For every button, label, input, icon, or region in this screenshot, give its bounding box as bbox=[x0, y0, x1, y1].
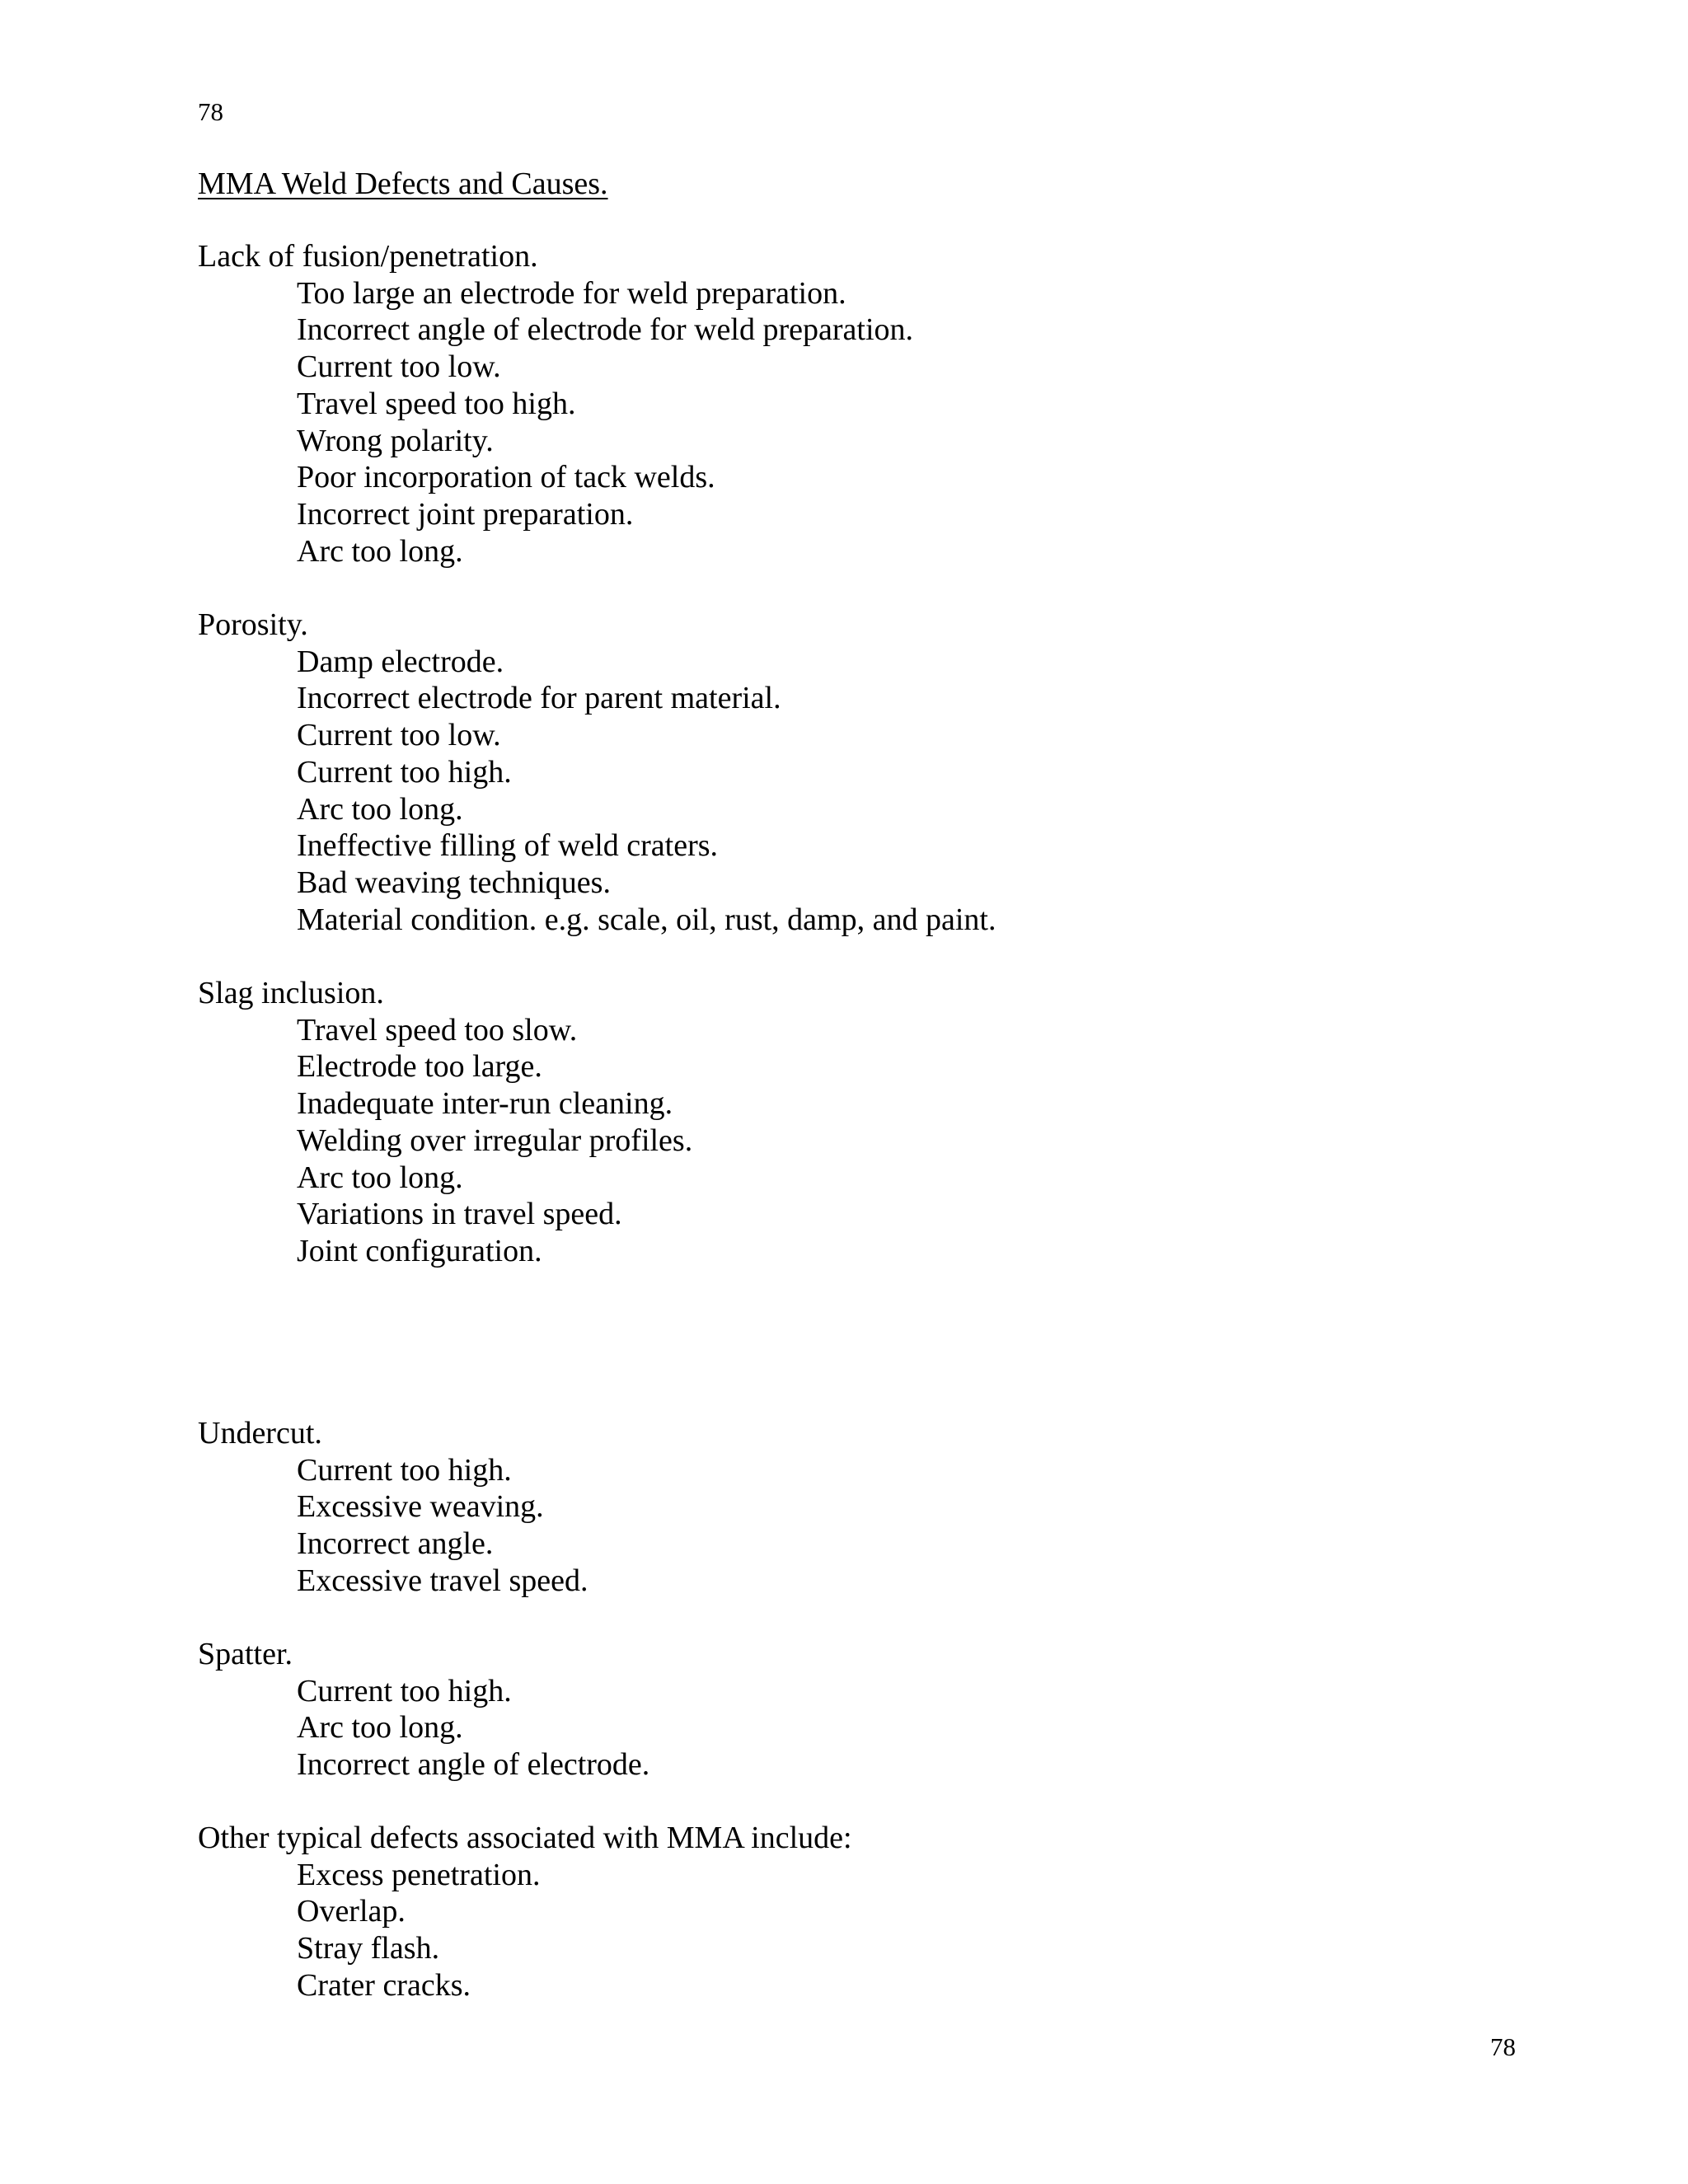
section-porosity bbox=[198, 607, 1599, 938]
list-item: Welding over irregular profiles. bbox=[297, 1122, 693, 1158]
page-number-top: 78 bbox=[198, 97, 223, 126]
list-item: Inadequate inter-run cleaning. bbox=[297, 1086, 673, 1122]
list-item: Current too low. bbox=[297, 349, 501, 385]
section-lack-of-fusion bbox=[198, 238, 1599, 569]
list-item: Current too low. bbox=[297, 718, 501, 753]
list-item: Material condition. e.g. scale, oil, rust, damp, and paint. bbox=[297, 902, 996, 937]
section-undercut bbox=[198, 1415, 1599, 1600]
list-item: Poor incorporation of tack welds. bbox=[297, 460, 715, 495]
list-item: Overlap. bbox=[297, 1894, 406, 1929]
list-item: Bad weaving techniques. bbox=[297, 865, 611, 900]
section-heading: Spatter. bbox=[198, 1637, 293, 1671]
list-item: Incorrect electrode for parent material. bbox=[297, 681, 781, 716]
list-item: Current too high. bbox=[297, 1452, 512, 1488]
list-item: Too large an electrode for weld preparation. bbox=[297, 275, 846, 311]
section-heading: Slag inclusion. bbox=[198, 976, 384, 1010]
list-item: Joint configuration. bbox=[297, 1233, 542, 1268]
list-item: Wrong polarity. bbox=[297, 423, 494, 458]
list-item: Excessive weaving. bbox=[297, 1489, 544, 1525]
section-heading: Undercut. bbox=[198, 1416, 322, 1451]
list-item: Variations in travel speed. bbox=[297, 1197, 622, 1232]
section-other-defects bbox=[198, 1820, 1599, 2004]
list-item: Crater cracks. bbox=[297, 1967, 471, 2003]
list-item: Damp electrode. bbox=[297, 644, 504, 679]
cause-list bbox=[198, 1452, 1599, 1600]
list-item: Incorrect angle of electrode. bbox=[297, 1747, 650, 1783]
section-heading: Lack of fusion/penetration. bbox=[198, 239, 538, 274]
section-heading: Other typical defects associated with MMA include: bbox=[198, 1821, 852, 1855]
list-item: Excessive travel speed. bbox=[297, 1563, 588, 1598]
list-item: Arc too long. bbox=[297, 1710, 463, 1746]
list-item: Current too high. bbox=[297, 754, 512, 790]
list-item: Electrode too large. bbox=[297, 1049, 542, 1085]
list-item: Travel speed too high. bbox=[297, 386, 576, 421]
cause-list bbox=[198, 1857, 1599, 2004]
list-item: Arc too long. bbox=[297, 1160, 463, 1195]
list-item: Arc too long. bbox=[297, 533, 463, 569]
cause-list bbox=[198, 644, 1599, 939]
list-item: Excess penetration. bbox=[297, 1857, 541, 1892]
page-number-bottom: 78 bbox=[1490, 2032, 1516, 2061]
section-spatter bbox=[198, 1636, 1599, 1783]
list-item: Ineffective filling of weld craters. bbox=[297, 828, 719, 864]
list-item: Incorrect joint preparation. bbox=[297, 496, 634, 532]
list-item: Stray flash. bbox=[297, 1931, 440, 1966]
list-item: Current too high. bbox=[297, 1673, 512, 1708]
list-item: Incorrect angle of electrode for weld preparation. bbox=[297, 312, 913, 348]
section-heading: Porosity. bbox=[198, 607, 308, 642]
page-title: MMA Weld Defects and Causes. bbox=[198, 166, 608, 201]
cause-list bbox=[198, 1012, 1599, 1270]
list-item: Arc too long. bbox=[297, 791, 463, 827]
section-slag-inclusion bbox=[198, 975, 1599, 1270]
list-item: Incorrect angle. bbox=[297, 1526, 494, 1562]
cause-list bbox=[198, 275, 1599, 570]
cause-list bbox=[198, 1673, 1599, 1783]
list-item: Travel speed too slow. bbox=[297, 1012, 578, 1047]
